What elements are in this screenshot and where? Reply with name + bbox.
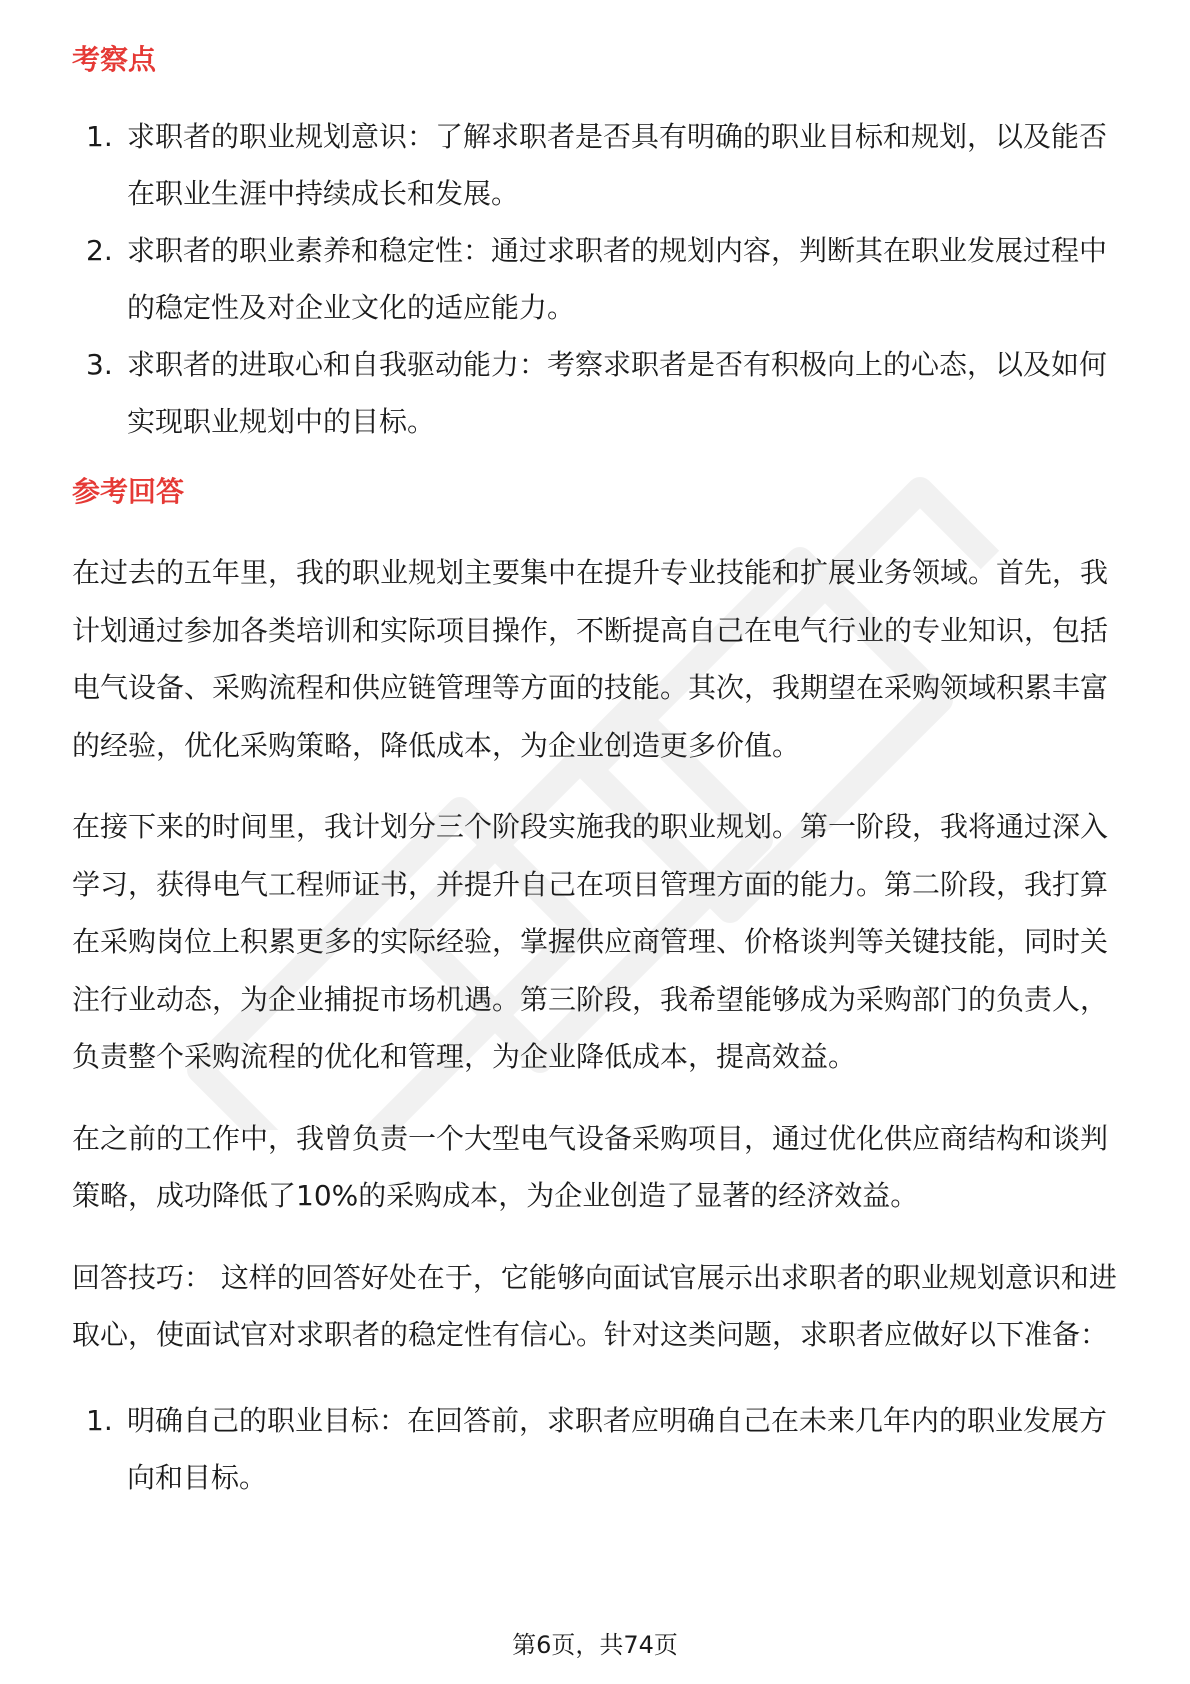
- answer-paragraph: 在之前的工作中，我曾负责一个大型电气设备采购项目，通过优化供应商结构和谈判策略，成功降低了10%的采购成本，为企业创造了显著的经济效益。: [72, 1121, 1109, 1212]
- focus-heading: 考察点: [72, 43, 157, 76]
- list-text: 求职者的进取心和自我驱动能力：考察求职者是否有积极向上的心态，以及如何实现职业规划中的目标。: [127, 348, 1108, 438]
- list-number: 2.: [86, 234, 113, 267]
- list-item: [72, 222, 1122, 336]
- page-content: [72, 40, 1122, 1506]
- answer-paragraph: 在接下来的时间里，我计划分三个阶段实施我的职业规划。第一阶段，我将通过深入学习，获得电气工程师证书，并提升自己在项目管理方面的能力。第二阶段，我打算在采购岗位上积累更多的实际经验，掌握供应商管理、价格谈判等关键技能，同时关注行业动态，为企业捕捉市场机遇。第三阶段，我希望能够成为采购部门的负责人，负责整个采购流程的优化和管理，为企业降低成本，提高效益。: [72, 810, 1109, 1073]
- answer-paragraph: 在过去的五年里，我的职业规划主要集中在提升专业技能和扩展业务领域。首先，我计划通过参加各类培训和实际项目操作，不断提高自己在电气行业的专业知识，包括电气设备、采购流程和供应链管理等方面的技能。其次，我期望在采购领域积累丰富的经验，优化采购策略，降低成本，为企业创造更多价值。: [72, 556, 1109, 762]
- list-text: 求职者的职业规划意识：了解求职者是否具有明确的职业目标和规划，以及能否在职业生涯中持续成长和发展。: [127, 120, 1108, 210]
- list-number: 1.: [86, 120, 113, 153]
- list-text: 明确自己的职业目标：在回答前，求职者应明确自己在未来几年内的职业发展方向和目标。: [127, 1403, 1108, 1494]
- list-text: 求职者的职业素养和稳定性：通过求职者的规划内容，判断其在职业发展过程中的稳定性及对企业文化的适应能力。: [127, 234, 1108, 324]
- list-item: [72, 108, 1122, 222]
- focus-list: [72, 108, 1122, 450]
- list-number: 1.: [86, 1403, 113, 1437]
- answer-heading: 参考回答: [72, 475, 185, 508]
- tips-list: [72, 1392, 1122, 1506]
- page-number: 第6页，共74页: [512, 1631, 678, 1659]
- list-number: 3.: [86, 348, 113, 381]
- list-item: [72, 336, 1122, 450]
- tips-paragraph: 回答技巧： 这样的回答好处在于，它能够向面试官展示出求职者的职业规划意识和进取心，使面试官对求职者的稳定性有信心。针对这类问题，求职者应做好以下准备：: [72, 1260, 1117, 1351]
- list-item: [72, 1392, 1122, 1506]
